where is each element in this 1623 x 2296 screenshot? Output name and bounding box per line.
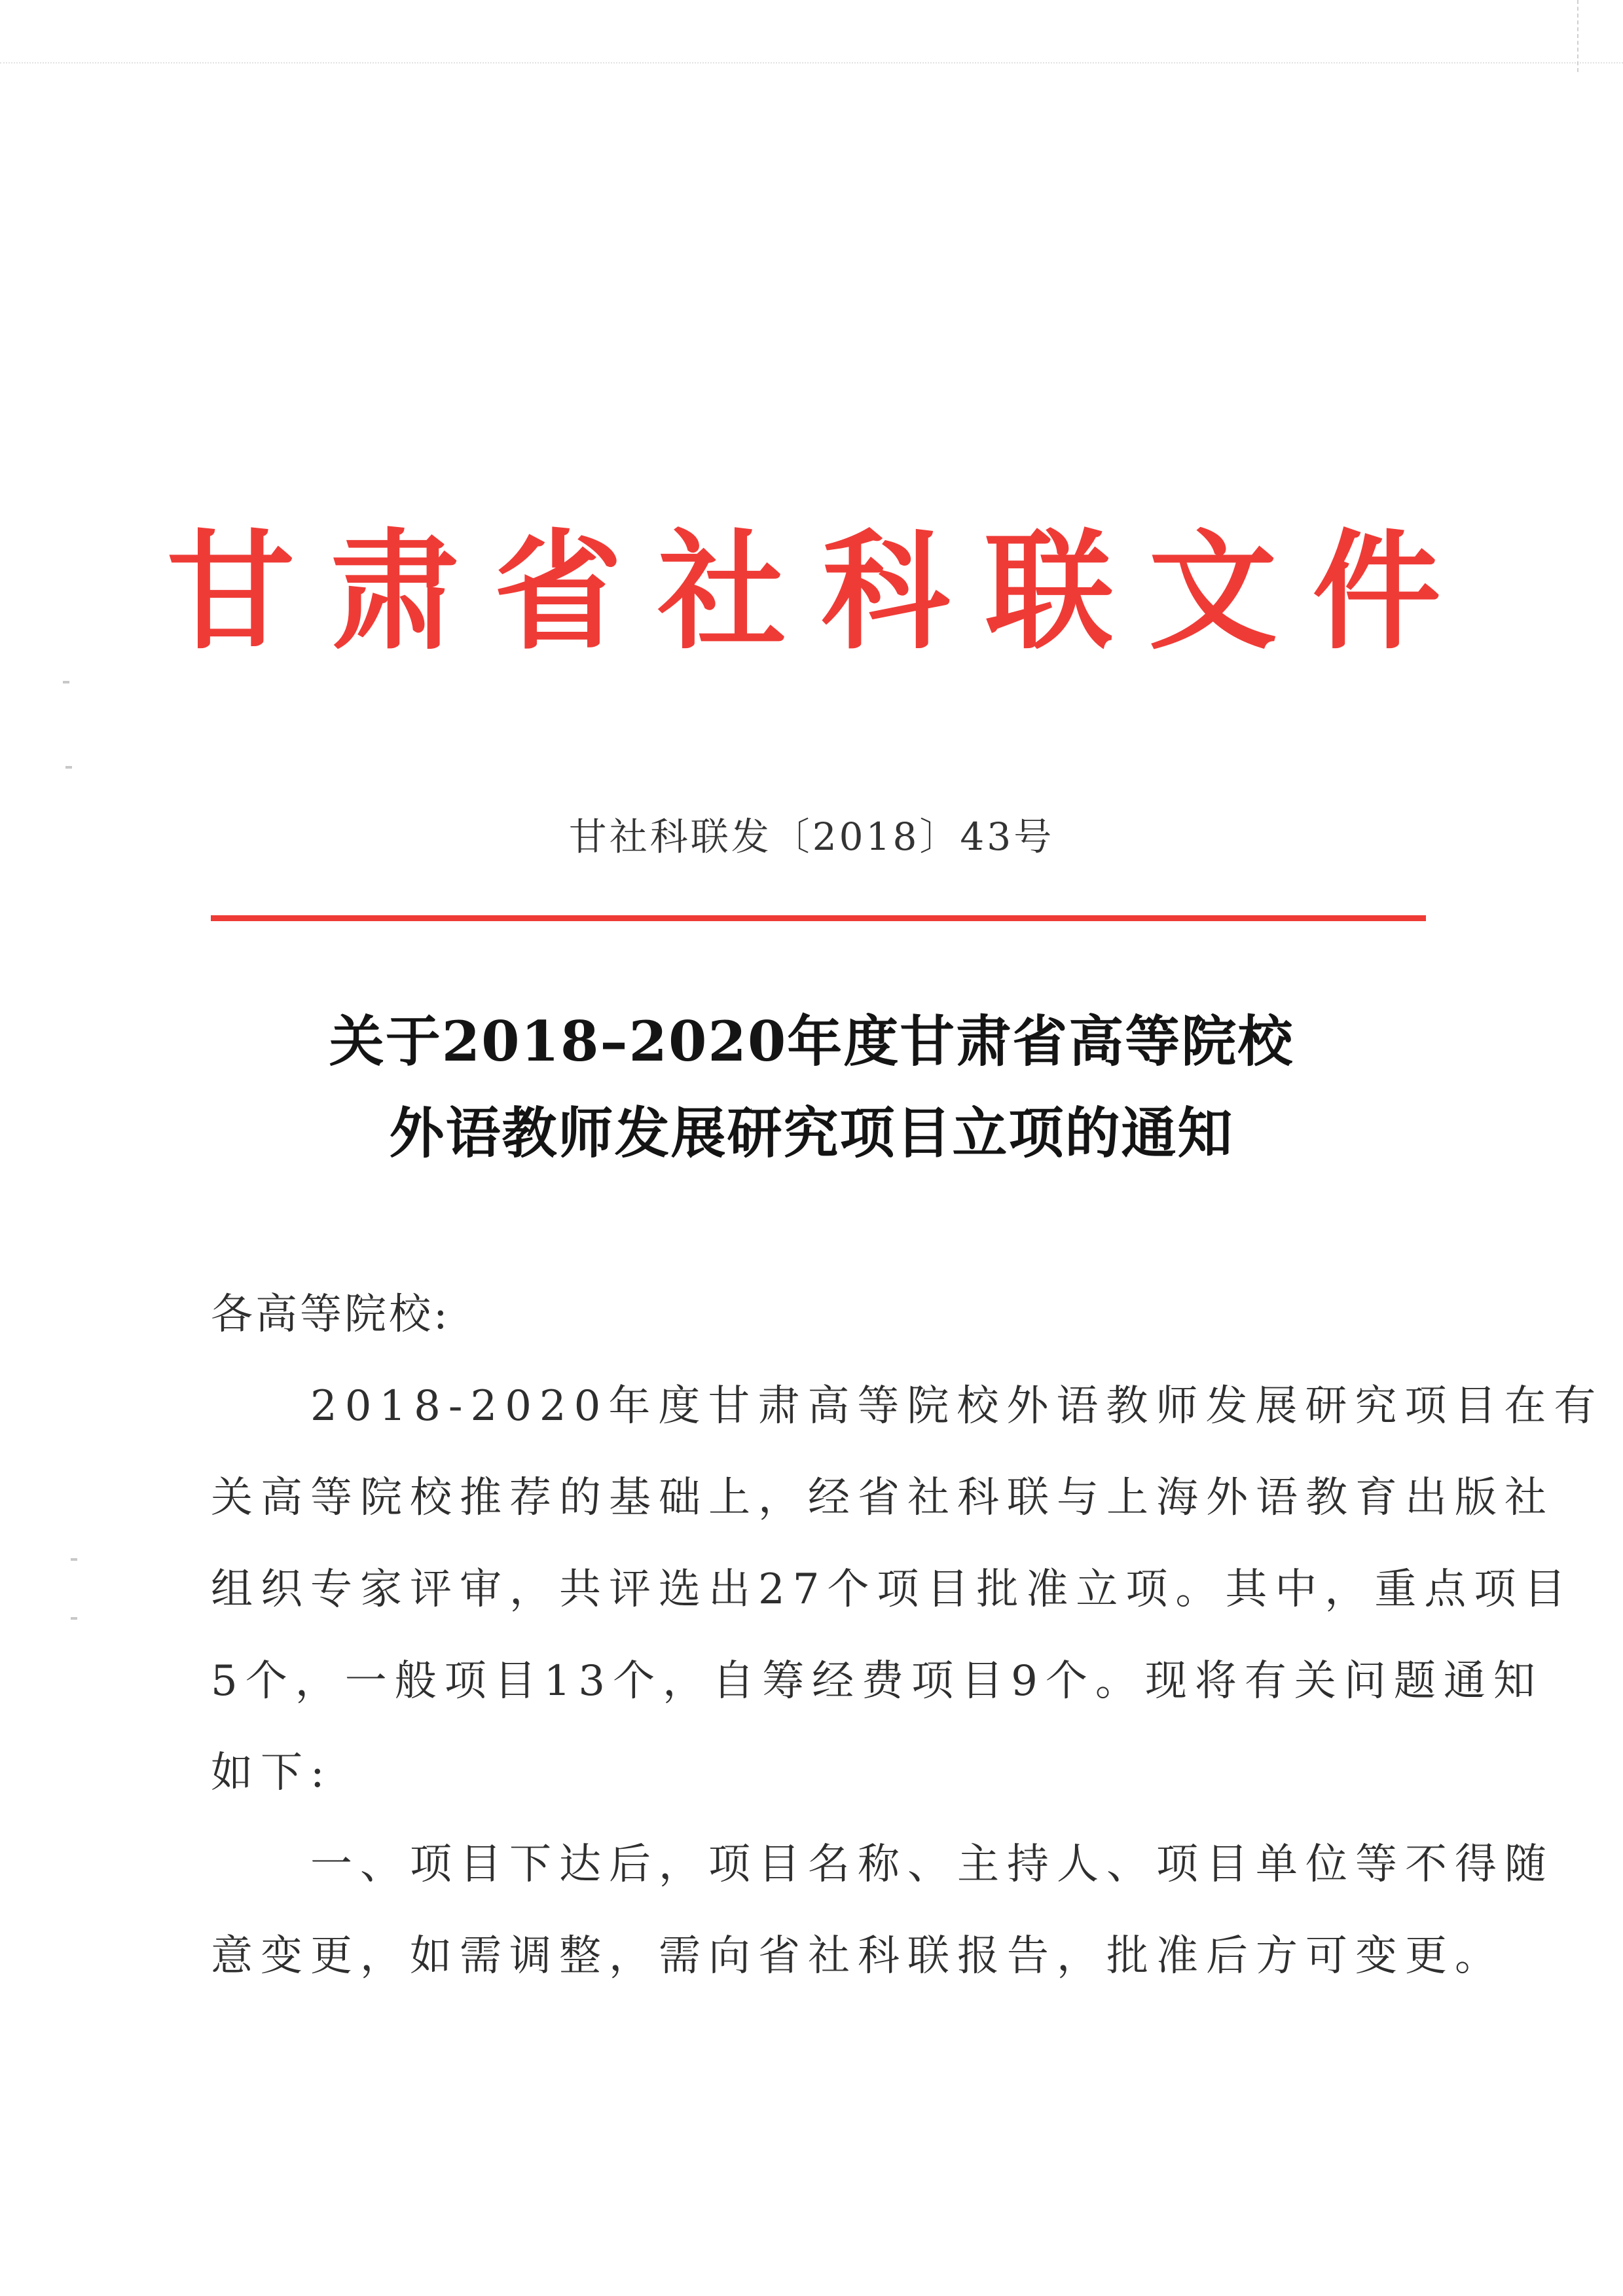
masthead-divider <box>211 915 1426 921</box>
body-line: 2018-2020年度甘肃高等院校外语教师发展研究项目在有 <box>211 1382 1604 1430</box>
body-line: 关高等院校推荐的基础上，经省社科联与上海外语教育出版社 <box>211 1474 1554 1522</box>
margin-mark <box>63 681 69 683</box>
document-masthead: 甘肃省社科联文件 <box>166 518 1476 667</box>
body-line: 如下: <box>211 1749 333 1797</box>
document-title-line-2: 外语教师发展研究项目立项的通知 <box>389 1101 1234 1165</box>
body-line: 一、项目下达后，项目名称、主持人、项目单位等不得随 <box>211 1840 1554 1889</box>
body-line: 5个，一般项目13个，自筹经费项目9个。现将有关问题通知 <box>211 1657 1543 1705</box>
document-title-line-1: 关于2018–2020年度甘肃省高等院校 <box>329 1009 1294 1074</box>
document-number: 甘社科联发〔2018〕43号 <box>568 814 1055 859</box>
scan-corner-mark <box>1577 0 1605 72</box>
margin-mark <box>71 1617 77 1620</box>
scan-edge-line <box>0 62 1623 64</box>
margin-mark <box>65 766 72 769</box>
body-line: 组织专家评审，共评选出27个项目批准立项。其中，重点项目 <box>211 1565 1574 1614</box>
margin-mark <box>71 1558 77 1561</box>
salutation: 各高等院校: <box>211 1290 450 1339</box>
body-line: 意变更，如需调整，需向省社科联报告，批准后方可变更。 <box>211 1932 1504 1980</box>
